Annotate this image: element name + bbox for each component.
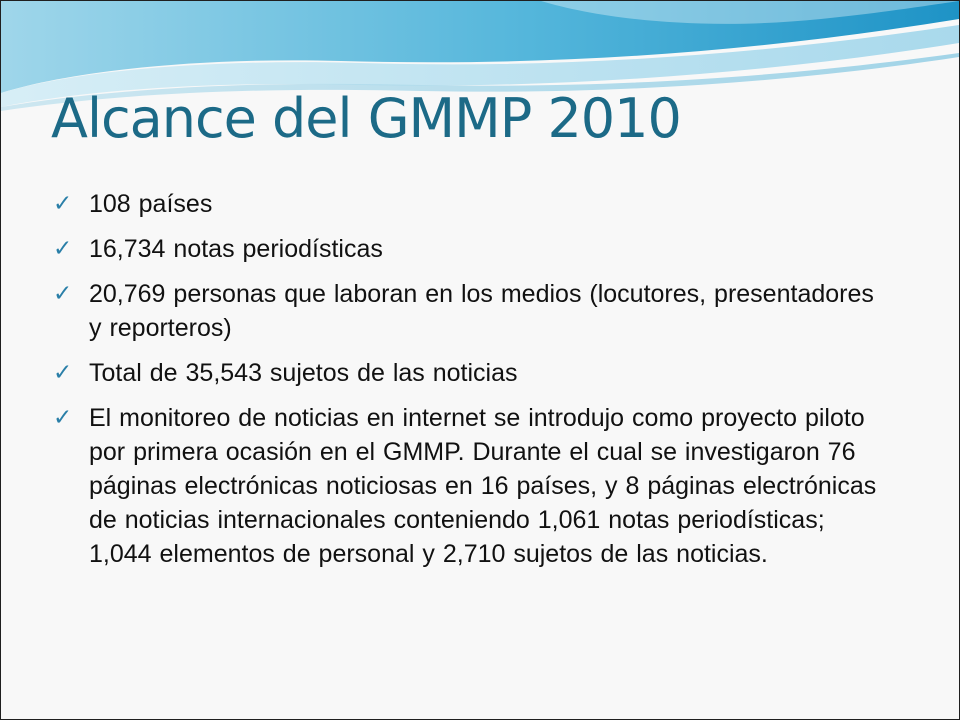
bullet-text: 108 países: [89, 190, 213, 218]
check-icon: ✓: [53, 191, 73, 217]
bullet-item: [53, 232, 883, 266]
check-icon: ✓: [53, 281, 73, 307]
bullet-item: [53, 277, 883, 345]
bullet-text: 16,734 notas periodísticas: [89, 235, 383, 263]
bullet-item: [53, 356, 883, 390]
slide-title: Alcance del GMMP 2010: [51, 87, 681, 150]
bullet-text: El monitoreo de noticias en internet se introdujo como proyecto piloto por primera ocasión en el GMMP. Durante el cual se investigaron 76 páginas electrónicas noticiosas en 16 países, y 8 páginas electrónicas de noticias internacionales conteniendo 1,061 notas periodísticas; 1,044 elementos de personal y 2,710 sujetos de las noticias.: [89, 404, 877, 568]
bullet-item: [53, 187, 883, 221]
check-icon: ✓: [53, 405, 73, 431]
bullet-text: 20,769 personas que laboran en los medios (locutores, presentadores y reporteros): [89, 280, 874, 342]
bullet-list: [53, 187, 883, 582]
check-icon: ✓: [53, 236, 73, 262]
bullet-text: Total de 35,543 sujetos de las noticias: [89, 359, 518, 387]
check-icon: ✓: [53, 360, 73, 386]
bullet-item: [53, 401, 883, 571]
